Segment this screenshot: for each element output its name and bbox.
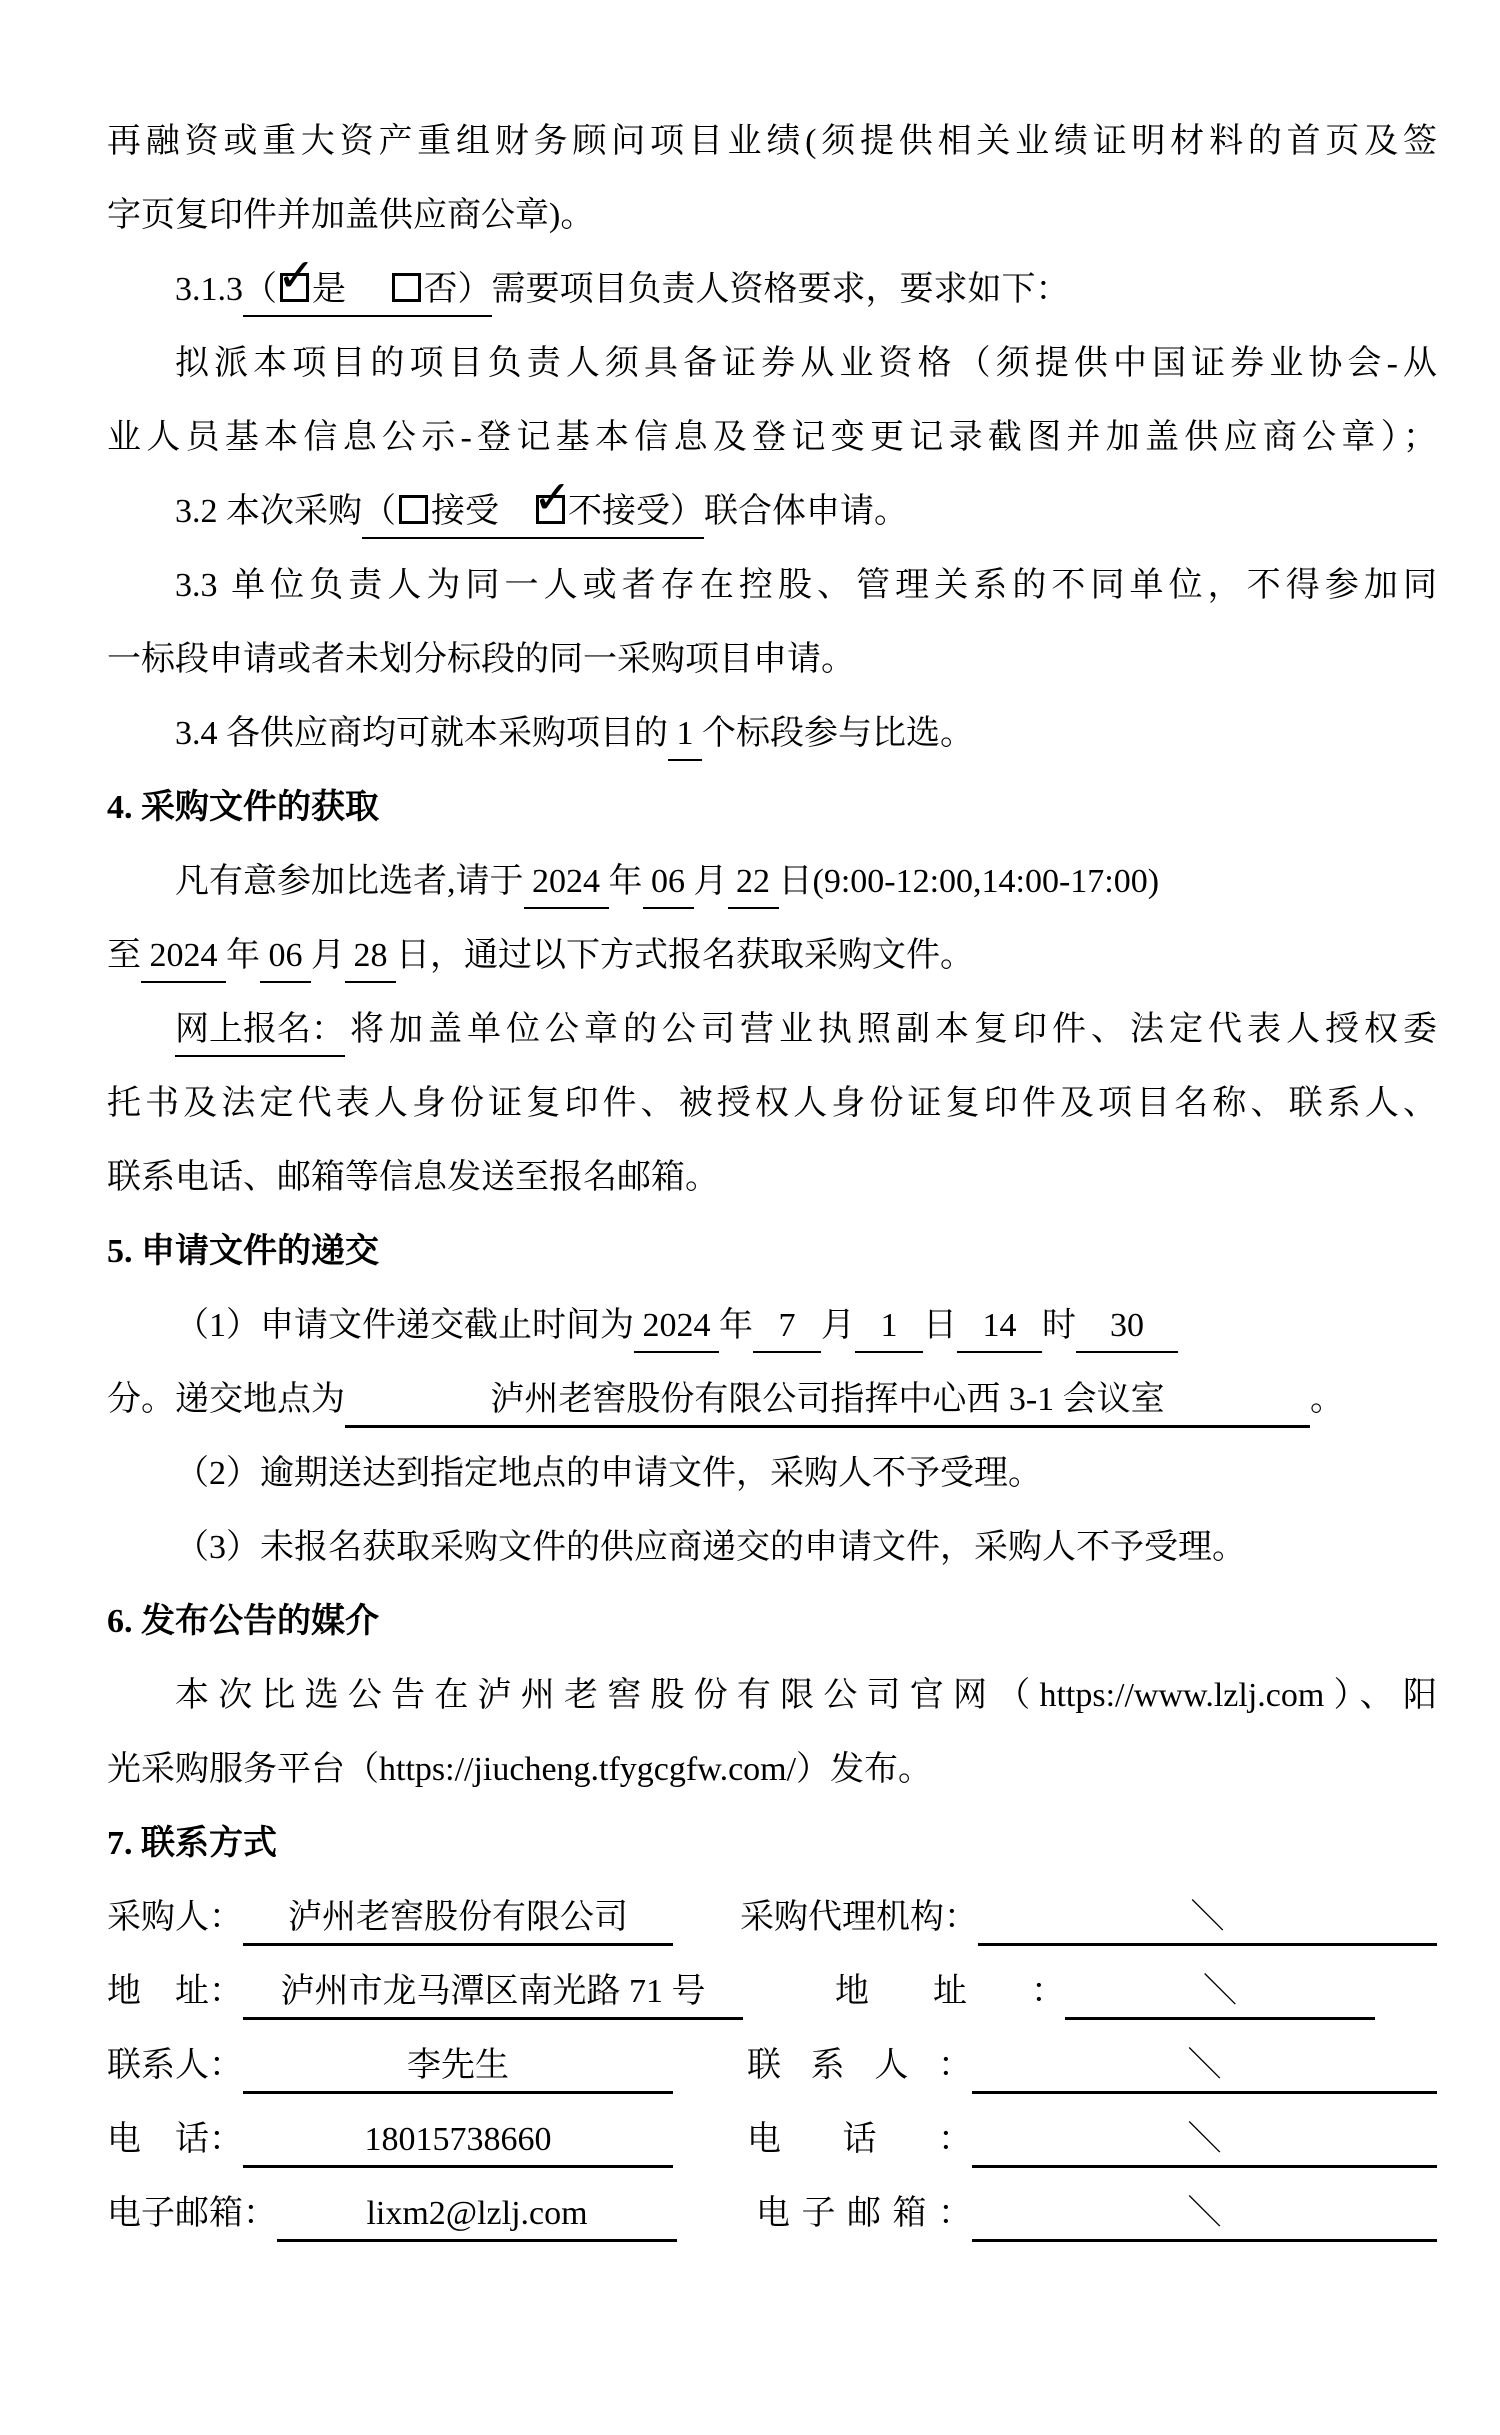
field-obtain-start-month: 06 — [643, 862, 694, 909]
agency-phone: ＼ — [972, 2120, 1437, 2168]
field-pm-qualification-required — [243, 248, 492, 317]
text-run: 年 — [719, 1307, 753, 1344]
checkbox-no-unchecked — [392, 273, 421, 302]
text-run: 年 — [608, 863, 643, 900]
clause-3-2 — [107, 470, 1437, 549]
text-run: 年 — [226, 937, 260, 974]
contact-row-address — [107, 1955, 1437, 2029]
text-run: 联系电话、邮箱等信息发送至报名邮箱。 — [107, 1159, 719, 1196]
para-media-line1 — [107, 1659, 1437, 1733]
text-run: 需要项目负责人资格要求，要求如下： — [491, 271, 1070, 308]
field-obtain-end-month: 06 — [260, 936, 311, 983]
para-media-line2 — [107, 1733, 1437, 1807]
text-run: 一标段申请或者未划分标段的同一采购项目申请。 — [107, 641, 855, 678]
text-run: 联合体申请。 — [704, 493, 908, 530]
para-late-submission — [107, 1437, 1437, 1511]
field-deadline-minute: 30 — [1076, 1306, 1178, 1353]
text-run: 3.3 单位负责人为同一人或者存在控股、管理关系的不同单位，不得参加同 — [175, 567, 1437, 604]
heading-6 — [107, 1585, 1437, 1659]
text-run: 将加盖单位公章的公司营业执照副本复印件、法定代表人授权委 — [345, 1011, 1437, 1048]
text-run: （ — [243, 271, 277, 308]
signup-method-label: 网上报名： — [175, 1010, 345, 1057]
field-obtain-end-year: 2024 — [141, 936, 226, 983]
para-performance-line1 — [107, 105, 1437, 179]
contact-label: 地 址： — [107, 1973, 243, 2010]
text-run: 是 — [312, 271, 389, 308]
text-run: 月 — [693, 863, 728, 900]
text-run: 3.2 本次采购 — [175, 493, 362, 530]
para-online-signup-line1 — [107, 993, 1437, 1067]
contact-label: 联系人： — [747, 2047, 972, 2084]
text-run: 月 — [311, 937, 345, 974]
text-run: 至 — [107, 937, 141, 974]
para-pm-requirement-line2 — [107, 401, 1437, 475]
agency-name: ＼ — [978, 1898, 1437, 1946]
agency-contact: ＼ — [972, 2046, 1437, 2094]
contact-row-phone — [107, 2103, 1437, 2177]
text-run: 不接受） — [568, 493, 704, 530]
text-run: 凡有意参加比选者,请于 — [175, 863, 524, 900]
contact-label: 地址： — [835, 1973, 1065, 2010]
text-run: （ — [362, 493, 396, 530]
text-run: 6. 发布公告的媒介 — [107, 1603, 379, 1640]
right-contact-group — [740, 1898, 1437, 1946]
text-run: 托书及法定代表人身份证复印件、被授权人身份证复印件及项目名称、联系人、 — [107, 1085, 1437, 1122]
heading-4 — [107, 771, 1437, 845]
para-unregistered-submission — [107, 1511, 1437, 1585]
text-run: 7. 联系方式 — [107, 1825, 277, 1862]
purchaser-address: 泸州市龙马潭区南光路 71 号 — [243, 1972, 743, 2020]
clause-3-1-3 — [107, 248, 1437, 327]
text-run: 3.1.3 — [175, 271, 243, 308]
para-pm-requirement-line1 — [107, 327, 1437, 401]
field-submission-location: 泸州老窖股份有限公司指挥中心西 3-1 会议室 — [345, 1380, 1310, 1428]
checkbox-accept-unchecked — [399, 495, 428, 524]
text-run: （3）未报名获取采购文件的供应商递交的申请文件，采购人不予受理。 — [175, 1529, 1246, 1566]
contact-label: 电 话： — [107, 2121, 243, 2158]
document-body — [107, 105, 1437, 2251]
purchaser-contact: 李先生 — [243, 2046, 673, 2094]
contact-label: 采购代理机构： — [740, 1899, 978, 1936]
para-online-signup-line3 — [107, 1141, 1437, 1215]
para-deadline — [107, 1289, 1437, 1363]
field-consortium — [362, 470, 704, 539]
text-run: 3.4 各供应商均可就本采购项目的 — [175, 715, 668, 752]
right-contact-group — [835, 1972, 1437, 2020]
field-deadline-year: 2024 — [634, 1306, 719, 1353]
clause-3-4 — [107, 697, 1437, 771]
field-obtain-start-year: 2024 — [524, 862, 609, 909]
text-run: 接受 — [431, 493, 533, 530]
field-obtain-start-day: 22 — [728, 862, 779, 909]
checkbox-not-accept-checked — [533, 470, 572, 524]
para-submission-location — [107, 1363, 1437, 1437]
heading-7 — [107, 1807, 1437, 1881]
contact-label: 采购人： — [107, 1899, 243, 1936]
heading-5 — [107, 1215, 1437, 1289]
text-run: 业人员基本信息公示-登记基本信息及登记变更记录截图并加盖供应商公章）； — [107, 419, 1437, 456]
para-obtain-line2 — [107, 919, 1437, 993]
text-run: 个标段参与比选。 — [702, 715, 974, 752]
text-run: 5. 申请文件的递交 — [107, 1233, 379, 1270]
contact-label: 电话： — [747, 2121, 972, 2158]
contact-row-email — [107, 2177, 1437, 2251]
clause-3-3-line1 — [107, 549, 1437, 623]
contact-row-name — [107, 1881, 1437, 1955]
contact-label: 联系人： — [107, 2047, 243, 2084]
right-contact-group — [756, 2194, 1437, 2242]
text-run: 字页复印件并加盖供应商公章)。 — [107, 197, 595, 234]
contact-row-contact-person — [107, 2029, 1437, 2103]
text-run: （1）申请文件递交截止时间为 — [175, 1307, 634, 1344]
right-contact-group — [747, 2120, 1437, 2168]
text-run: 4. 采购文件的获取 — [107, 789, 379, 826]
field-deadline-month: 7 — [753, 1306, 821, 1353]
contact-label: 电子邮箱： — [756, 2195, 972, 2232]
checkbox-yes-checked — [277, 248, 316, 302]
text-run: 否） — [423, 271, 492, 308]
text-run: 月 — [821, 1307, 855, 1344]
para-online-signup-line2 — [107, 1067, 1437, 1141]
para-obtain-line1 — [107, 845, 1437, 919]
purchaser-name: 泸州老窖股份有限公司 — [243, 1898, 673, 1946]
text-run: 日(9:00-12:00,14:00-17:00) — [778, 863, 1160, 900]
text-run: 日 — [923, 1307, 957, 1344]
text-run: 光采购服务平台（https://jiucheng.tfygcgfw.com/）发布。 — [107, 1751, 933, 1788]
purchaser-email: lixm2@lzlj.com — [277, 2194, 677, 2242]
right-contact-group — [747, 2046, 1437, 2094]
field-deadline-hour: 14 — [957, 1306, 1042, 1353]
check-icon: ✓ — [533, 470, 572, 524]
text-run: 拟派本项目的项目负责人须具备证券从业资格（须提供中国证券业协会-从 — [175, 345, 1437, 382]
text-run: 再融资或重大资产重组财务顾问项目业绩(须提供相关业绩证明材料的首页及签 — [107, 123, 1437, 160]
text-run: 时 — [1042, 1307, 1076, 1344]
contact-label: 电子邮箱： — [107, 2195, 277, 2232]
clause-3-3-line2 — [107, 623, 1437, 697]
purchaser-phone: 18015738660 — [243, 2120, 673, 2168]
text-run: 。 — [1310, 1381, 1344, 1418]
check-icon: ✓ — [277, 248, 316, 302]
agency-email: ＼ — [972, 2194, 1437, 2242]
field-deadline-day: 1 — [855, 1306, 923, 1353]
field-obtain-end-day: 28 — [345, 936, 396, 983]
text-run: 本次比选公告在泸州老窖股份有限公司官网（https://www.lzlj.com）、阳 — [175, 1677, 1437, 1714]
text-run: 日，通过以下方式报名获取采购文件。 — [396, 937, 974, 974]
agency-address: ＼ — [1065, 1972, 1375, 2020]
field-lot-count: 1 — [668, 714, 702, 761]
text-run: （2）逾期送达到指定地点的申请文件，采购人不予受理。 — [175, 1455, 1042, 1492]
text-run: 分。递交地点为 — [107, 1381, 345, 1418]
para-performance-line2 — [107, 179, 1437, 253]
